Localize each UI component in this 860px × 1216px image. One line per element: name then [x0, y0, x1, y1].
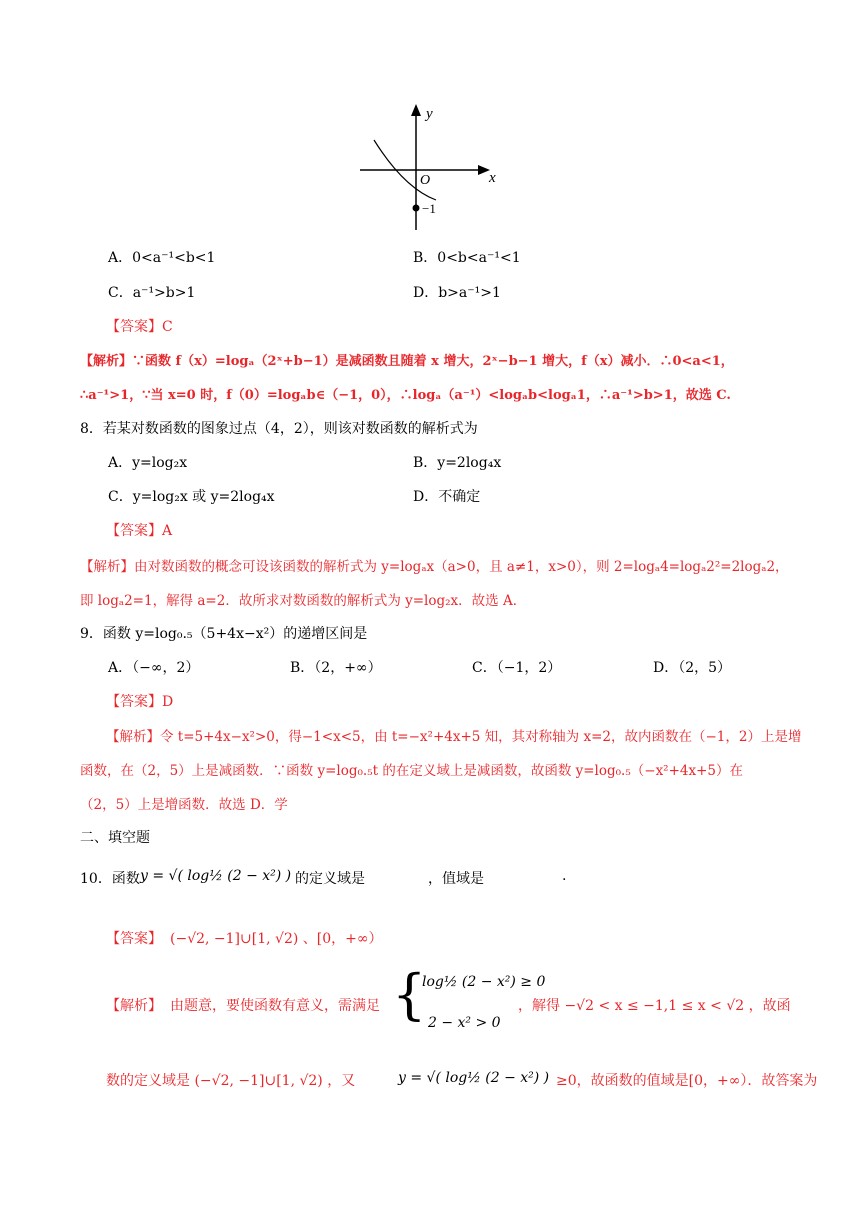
q9-analysis-line1: 【解析】令 t=5+4x−x²>0，得−1<x<5，由 t=−x²+4x+5 知，其对称轴为 x=2，故内函数在（−1，2）上是增 [106, 729, 802, 745]
q10-answer-label: 【答案】 [106, 931, 162, 947]
q7-analysis-line2: ∴a⁻¹>1，∵当 x=0 时，f（0）=logₐb∈（−1，0），∴logₐ（a⁻¹）<logₐb<logₐ1，∴a⁻¹>b>1，故选 C. [80, 388, 731, 403]
system-line2: 2 − x² > 0 [428, 1015, 501, 1031]
q10-analysis-text1: 由题意，要使函数有意义，需满足 [170, 998, 380, 1014]
q10-analysis-label: 【解析】 [106, 998, 162, 1014]
q8-option-b: B．y=2log₄x [413, 455, 502, 471]
intercept-point [413, 205, 420, 212]
q9-option-b: B．（2，+∞） [290, 660, 382, 676]
q10-analysis-line3-a: 数的定义域是 (−√2, −1]∪[1, √2) ，又 [106, 1073, 356, 1089]
q7-option-a: A．0<a⁻¹<b<1 [108, 250, 216, 266]
q8-analysis-line2: 即 logₐ2=1，解得 a=2．故所求对数函数的解析式为 y=log₂x．故选 A． [80, 593, 527, 609]
q7-option-d: D．b>a⁻¹>1 [413, 285, 501, 301]
q10-answer-text: (−√2, −1]∪[1, √2) 、[0，+∞） [170, 931, 383, 947]
q10-stem-mid2: ，值域是 [428, 871, 484, 887]
q7-answer: 【答案】C [106, 319, 173, 335]
q7-analysis-line1: 【解析】∵函数 f（x）=logₐ（2ˣ+b−1）是减函数且随着 x 增大，2ˣ−b−1 增大，f（x）减小．∴0<a<1， [80, 354, 734, 369]
system-line1: log½ (2 − x²) ≥ 0 [422, 974, 546, 990]
q10-stem-mid: 的定义域是 [295, 871, 365, 887]
q9-analysis-line2: 函数，在（2，5）上是减函数．∵函数 y=log₀.₅t 的在定义域上是减函数，故函数 y=log₀.₅（−x²+4x+5）在 [80, 763, 744, 779]
q9-option-c: C．（−1，2） [472, 660, 562, 676]
q8-option-a: A．y=log₂x [108, 455, 188, 471]
q8-analysis-line1: 【解析】由对数函数的概念可设该函数的解析式为 y=logₐx（a>0，且 a≠1，x>0），则 2=logₐ4=logₐ2²=2logₐ2， [80, 559, 789, 575]
q8-answer: 【答案】A [106, 523, 173, 539]
q10-stem-end: . [562, 868, 567, 884]
system-brace: { [392, 963, 427, 1026]
q8-option-d: D．不确定 [413, 489, 481, 505]
q9-stem: 9．函数 y=log₀.₅（5+4x−x²）的递增区间是 [80, 626, 368, 642]
function-graph [356, 100, 506, 240]
q9-option-a: A．（−∞，2） [108, 660, 200, 676]
q10-analysis-text2: ，解得 −√2 < x ≤ −1,1 ≤ x < √2 ，故函 [518, 998, 791, 1014]
q7-option-b: B．0<b<a⁻¹<1 [413, 250, 521, 266]
q10-stem-prefix: 10．函数 [80, 871, 140, 887]
y-axis-arrow [411, 104, 421, 116]
q9-option-d: D．（2，5） [653, 660, 732, 676]
q8-option-c: C．y=log₂x 或 y=2log₄x [108, 489, 275, 505]
origin-label: O [420, 173, 431, 188]
intercept-label: −1 [422, 201, 436, 216]
q10-analysis-line3-formula: y = √( log½ (2 − x²) ) [398, 1070, 550, 1086]
x-axis-label: x [489, 170, 496, 186]
q9-analysis-line3: （2，5）上是增函数．故选 D．学 [80, 797, 288, 813]
q8-stem: 8．若某对数函数的图象过点（4，2），则该对数函数的解析式为 [80, 421, 478, 437]
q10-formula: y = √( log½ (2 − x²) ) [140, 868, 292, 884]
q9-answer: 【答案】D [106, 694, 174, 710]
q7-option-c: C．a⁻¹>b>1 [108, 285, 196, 301]
q10-analysis-line3-b: ≥0，故函数的值域是[0，+∞）．故答案为 [556, 1073, 818, 1089]
section-title: 二、填空题 [80, 830, 150, 846]
y-axis-label: y [426, 106, 433, 122]
